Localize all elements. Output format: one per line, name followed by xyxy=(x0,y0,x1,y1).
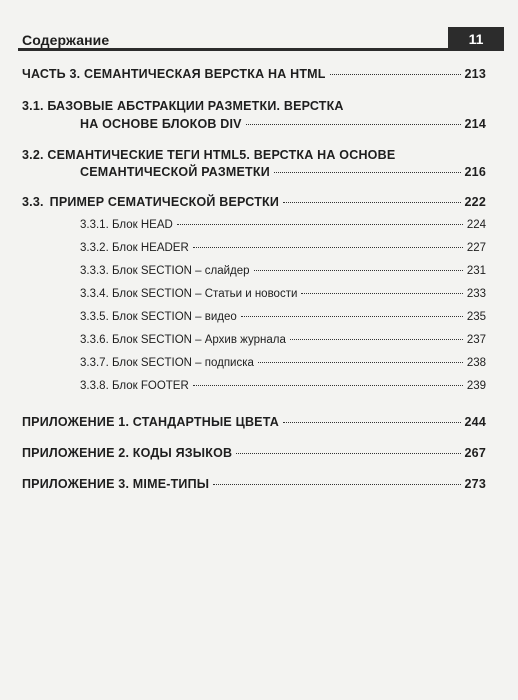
toc-entry-title: ПРИЛОЖЕНИЕ 1. СТАНДАРТНЫЕ ЦВЕТА xyxy=(22,415,279,429)
toc-entry-title-line2: СЕМАНТИЧЕСКОЙ РАЗМЕТКИ xyxy=(80,165,270,179)
toc-entry-page: 237 xyxy=(466,334,486,346)
toc-entry-page: 233 xyxy=(466,288,486,300)
toc-entry-title: ПРИЛОЖЕНИЕ 3. MIME-ТИПЫ xyxy=(22,477,210,491)
toc-subsection[interactable] xyxy=(80,334,486,346)
dot-leader xyxy=(246,124,461,125)
toc-entry-title: 3.3.2. Блок HEADER xyxy=(80,242,189,254)
page-header xyxy=(18,27,504,51)
toc-entry-page: 224 xyxy=(466,219,486,231)
toc-entry-3-1-line1[interactable] xyxy=(22,99,344,113)
toc-entry-page: 227 xyxy=(466,242,486,254)
toc-subsection[interactable] xyxy=(80,311,486,323)
toc-entry-title: 3.3.1. Блок HEAD xyxy=(80,219,173,231)
toc-appendix-2[interactable] xyxy=(22,446,486,460)
toc-entry-page: 238 xyxy=(466,357,486,369)
toc-entry-title-line1: СЕМАНТИЧЕСКИЕ ТЕГИ HTML5. ВЕРСТКА НА ОСНОВЕ xyxy=(47,148,396,162)
toc-subsection[interactable] xyxy=(80,265,486,277)
toc-entry-page: 214 xyxy=(464,117,486,131)
toc-entry-title: 3.3.8. Блок FOOTER xyxy=(80,380,189,392)
toc-entry-title: 3.3.7. Блок SECTION – подписка xyxy=(80,357,254,369)
toc-entry-3-3[interactable] xyxy=(22,195,486,209)
toc-entry-title: 3.3.5. Блок SECTION – видео xyxy=(80,311,237,323)
toc-entry-page: 231 xyxy=(466,265,486,277)
toc-entry-page: 239 xyxy=(466,380,486,392)
toc-entry-title-line2: НА ОСНОВЕ БЛОКОВ DIV xyxy=(80,117,242,131)
dot-leader xyxy=(213,484,460,485)
toc-entry-part3[interactable] xyxy=(22,67,486,81)
page-number-badge: 11 xyxy=(448,27,504,51)
toc-subsection[interactable] xyxy=(80,219,486,231)
toc-entry-page: 213 xyxy=(464,67,486,81)
toc-entry-title: 3.3.3. Блок SECTION – слайдер xyxy=(80,265,250,277)
toc-entry-3-1[interactable] xyxy=(80,117,486,131)
toc-entry-title: ЧАСТЬ 3. СЕМАНТИЧЕСКАЯ ВЕРСТКА НА HTML xyxy=(22,67,326,81)
toc-entry-title: 3.3.4. Блок SECTION – Статьи и новости xyxy=(80,288,298,300)
dot-leader xyxy=(283,202,460,203)
dot-leader xyxy=(177,224,463,225)
dot-leader xyxy=(283,422,461,423)
toc-subsection[interactable] xyxy=(80,357,486,369)
toc-entry-page: 267 xyxy=(464,446,486,460)
dot-leader xyxy=(258,362,463,363)
toc-entry-title: 3.3.6. Блок SECTION – Архив журнала xyxy=(80,334,286,346)
toc-entry-page: 273 xyxy=(464,477,486,491)
toc-entry-page: 216 xyxy=(464,165,486,179)
dot-leader xyxy=(274,172,461,173)
dot-leader xyxy=(290,339,463,340)
toc-appendix-1[interactable] xyxy=(22,415,486,429)
page-title: Содержание xyxy=(22,32,110,48)
toc-entry-3-2-line1[interactable] xyxy=(22,148,395,162)
toc-entry-title: ПРИМЕР СЕМАТИЧЕСКОЙ ВЕРСТКИ xyxy=(49,195,280,209)
toc-section-number: 3.2. xyxy=(22,148,44,162)
toc-subsection[interactable] xyxy=(80,242,486,254)
toc-appendix-3[interactable] xyxy=(22,477,486,491)
toc-subsection[interactable] xyxy=(80,380,486,392)
toc-section-number: 3.3. xyxy=(22,195,44,209)
dot-leader xyxy=(330,74,461,75)
dot-leader xyxy=(193,247,463,248)
toc-entry-page: 222 xyxy=(464,195,486,209)
dot-leader xyxy=(236,453,460,454)
toc-entry-3-2[interactable] xyxy=(80,165,486,179)
dot-leader xyxy=(241,316,463,317)
dot-leader xyxy=(254,270,463,271)
toc-entry-page: 235 xyxy=(466,311,486,323)
toc-entry-title: ПРИЛОЖЕНИЕ 2. КОДЫ ЯЗЫКОВ xyxy=(22,446,233,460)
toc-entry-page: 244 xyxy=(464,415,486,429)
toc-section-number: 3.1. xyxy=(22,99,44,113)
toc-subsection[interactable] xyxy=(80,288,486,300)
dot-leader xyxy=(301,293,462,294)
toc-entry-title-line1: БАЗОВЫЕ АБСТРАКЦИИ РАЗМЕТКИ. ВЕРСТКА xyxy=(47,99,344,113)
header-divider xyxy=(18,48,504,51)
dot-leader xyxy=(193,385,463,386)
